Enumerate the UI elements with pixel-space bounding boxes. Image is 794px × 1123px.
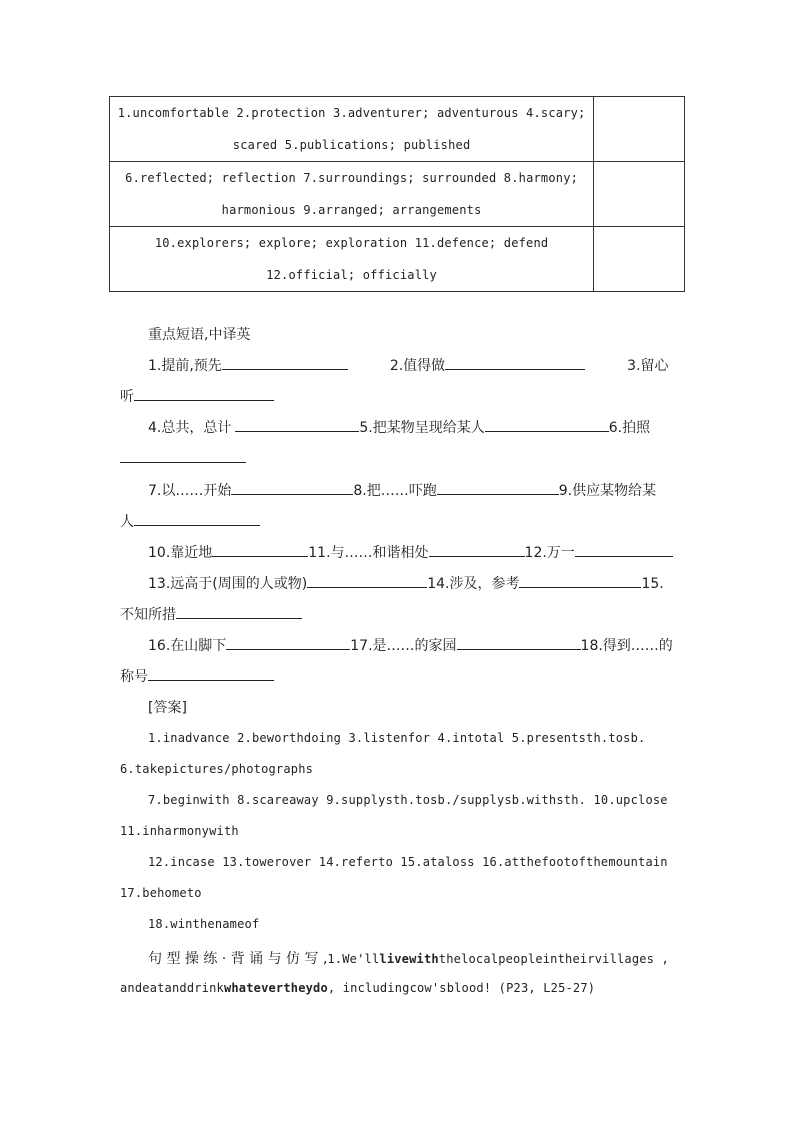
phrase-line [120, 449, 676, 467]
answer-blank[interactable] [235, 418, 359, 432]
answer-line: 18.winthenameof [148, 917, 260, 931]
answer-line: 10.explorers; explore; exploration 11.defence; defend [154, 236, 549, 250]
phrase-line: 10.靠近地 11.与……和谐相处 12.万一 [120, 542, 704, 562]
sentence-line: andeatanddrinkwhatevertheydo, includingcow'sblood! (P23, L25-27) [120, 981, 596, 995]
phrase-line: 人 [120, 511, 676, 531]
answer-line: 6.takepictures/photographs [120, 762, 314, 776]
answer-blank[interactable] [307, 574, 427, 588]
phrase-line: 7.以……开始 8.把……吓跑 9.供应某物给某 [148, 483, 657, 499]
phrase-line: 称号 [120, 666, 676, 686]
answer-cell [110, 227, 594, 292]
answer-blank[interactable] [231, 481, 353, 495]
answer-blank[interactable] [148, 667, 274, 681]
table-row [110, 97, 685, 162]
phrase-line: 听 [120, 386, 676, 406]
score-cell [594, 162, 685, 227]
answer-blank[interactable] [445, 356, 585, 370]
answer-label: [答案] [148, 700, 187, 716]
answer-blank[interactable] [222, 356, 348, 370]
table-row [110, 227, 685, 292]
answer-line: 12.incase 13.towerover 14.referto 15.ataloss 16.atthefootofthemountain [148, 855, 668, 869]
answer-cell [110, 97, 594, 162]
answer-line: 6.reflected; reflection 7.surroundings; surrounded 8.harmony; [125, 171, 579, 185]
answer-blank[interactable] [575, 543, 673, 557]
answer-line: 17.behometo [120, 886, 202, 900]
phrase-line: 不知所措 [120, 604, 676, 624]
answer-blank[interactable] [437, 481, 559, 495]
phrase-line: 16.在山脚下 17.是……的家园 18.得到……的 [148, 638, 673, 654]
answer-cell [110, 162, 594, 227]
answer-blank[interactable] [485, 418, 609, 432]
answer-line: 1.inadvance 2.beworthdoing 3.listenfor 4.intotal 5.presentsth.tosb. [148, 731, 646, 745]
answer-blank[interactable] [134, 512, 260, 526]
answer-blank[interactable] [457, 636, 581, 650]
answer-line: scared 5.publications; published [232, 138, 471, 152]
score-cell [594, 227, 685, 292]
section-title: 重点短语,中译英 [148, 327, 251, 343]
phrase-line: 1.提前,预先 2.值得做 3.留心 [148, 358, 669, 374]
answer-blank[interactable] [226, 636, 350, 650]
sentence-line: 句 型 操 练 · 背 诵 与 仿 写 ,1.We'lllivewiththelocalpeopleintheirvillages , [148, 951, 669, 967]
answer-table [109, 96, 685, 292]
answer-line: 1.uncomfortable 2.protection 3.adventurer; adventurous 4.scary; [117, 106, 586, 120]
score-cell [594, 97, 685, 162]
answer-line: 12.official; officially [266, 268, 437, 282]
answer-line: harmonious 9.arranged; arrangements [221, 203, 482, 217]
answer-blank[interactable] [134, 387, 274, 401]
table-row [110, 162, 685, 227]
answer-blank[interactable] [120, 449, 246, 463]
answer-blank[interactable] [429, 543, 525, 557]
answer-line: 11.inharmonywith [120, 824, 239, 838]
phrase-line: 4.总共，总计 5.把某物呈现给某人 6.拍照 [148, 420, 651, 436]
answer-blank[interactable] [176, 605, 302, 619]
answer-line: 7.beginwith 8.scareaway 9.supplysth.tosb./supplysb.withsth. 10.upclose [148, 793, 668, 807]
answer-blank[interactable] [212, 543, 308, 557]
phrase-line: 13.远高于(周围的人或物) 14.涉及，参考 15. [148, 576, 664, 592]
answer-blank[interactable] [519, 574, 641, 588]
